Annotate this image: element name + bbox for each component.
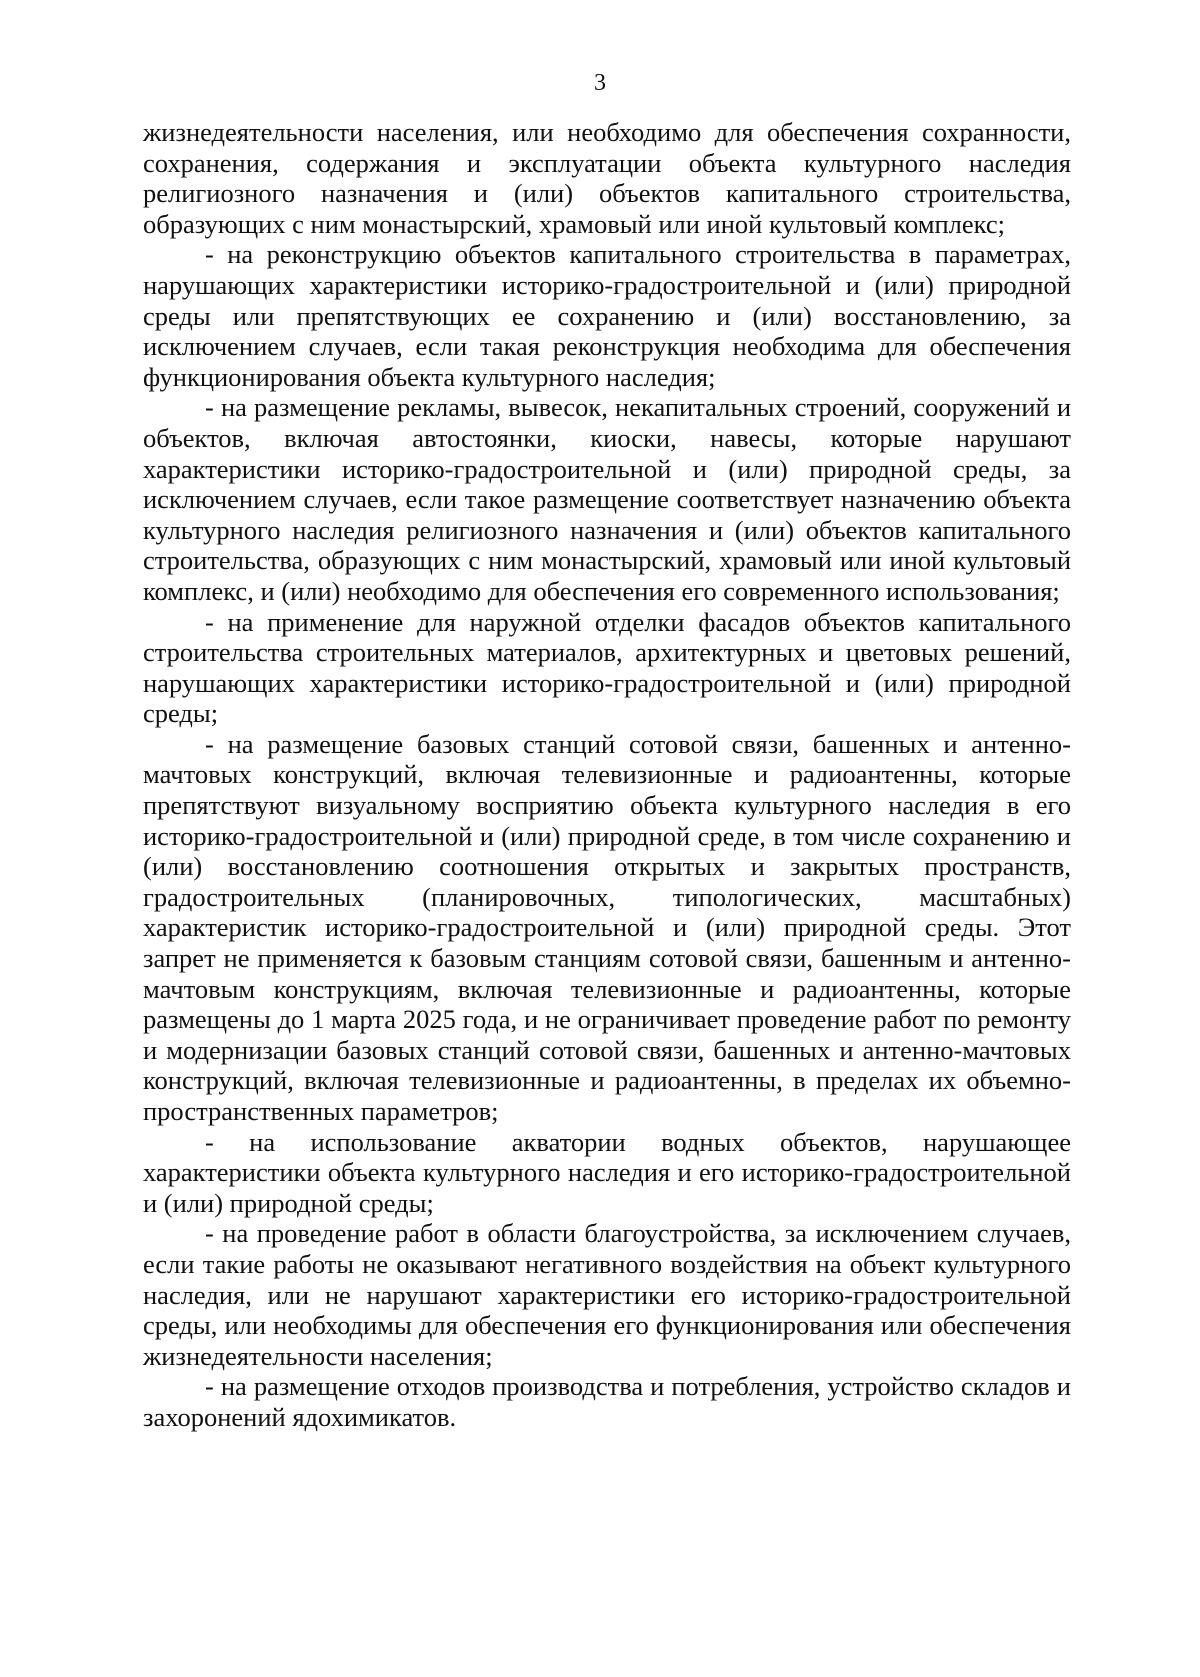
page-number: 3 [594,70,606,96]
paragraph-reconstruction-ban: - на реконструкцию объектов капитального строительства в параметрах, нарушающих характеристики историко-градостроительной и (или) природной среды или препятствующих ее сохранению и (или) восстановлению, за исключением случаев, если такая реконструкция необходима для обеспечения функционирования объекта культурного наследия; [143,239,1071,392]
paragraph-advertising-ban: - на размещение рекламы, вывесок, некапитальных строений, сооружений и объектов, включая автостоянки, киоски, навесы, которые нарушают характеристики историко-градостроительной и (или) природной среды, за исключением случаев, если такое размещение соответствует назначению объекта культурного наследия религиозного назначения и (или) объектов капитального строительства, образующих с ним монастырский, храмовый или иной культовый комплекс, и (или) необходимо для обеспечения его современного использования; [143,392,1071,606]
paragraph-facade-finishing-ban: - на применение для наружной отделки фасадов объектов капитального строительства строительных материалов, архитектурных и цветовых решений, нарушающих характеристики историко-градостроительной и (или) природной среды; [143,606,1071,729]
paragraph-cell-stations-ban: - на размещение базовых станций сотовой связи, башенных и антенно-мачтовых конструкций, включая телевизионные и радиоантенны, которые препятствуют визуальному восприятию объекта культурного наследия в его историко-градостроительной и (или) природной среде, в том числе сохранению и (или) восстановлению соотношения открытых и закрытых пространств, градостроительных (планировочных, типологических, масштабных) характеристик историко-градостроительной и (или) природной среды. Этот запрет не применяется к базовым станциям сотовой связи, башенным и антенно-мачтовым конструкциям, включая телевизионные и радиоантенны, которые размещены до 1 марта 2025 года, и не ограничивает проведение работ по ремонту и модернизации базовых станций сотовой связи, башенных и антенно-мачтовых конструкций, включая телевизионные и радиоантенны, в пределах их объемно-пространственных параметров; [143,728,1071,1126]
paragraph-water-area-ban: - на использование акватории водных объектов, нарушающее характеристики объекта культурного наследия и его историко-градостроительной и (или) природной среды; [143,1126,1071,1218]
paragraph-waste-ban: - на размещение отходов производства и потребления, устройство складов и захоронений ядохимикатов. [143,1371,1071,1432]
paragraph-landscaping-ban: - на проведение работ в области благоустройства, за исключением случаев, если такие работы не оказывают негативного воздействия на объект культурного наследия, или не нарушают характеристики его историко-градостроительной среды, или необходимы для обеспечения его функционирования или обеспечения жизнедеятельности населения; [143,1218,1071,1371]
document-body [143,117,1071,1433]
paragraph-continuation: жизнедеятельности населения, или необходимо для обеспечения сохранности, сохранения, содержания и эксплуатации объекта культурного наследия религиозного назначения и (или) объектов капитального строительства, образующих с ним монастырский, храмовый или иной культовый комплекс; [143,117,1071,239]
